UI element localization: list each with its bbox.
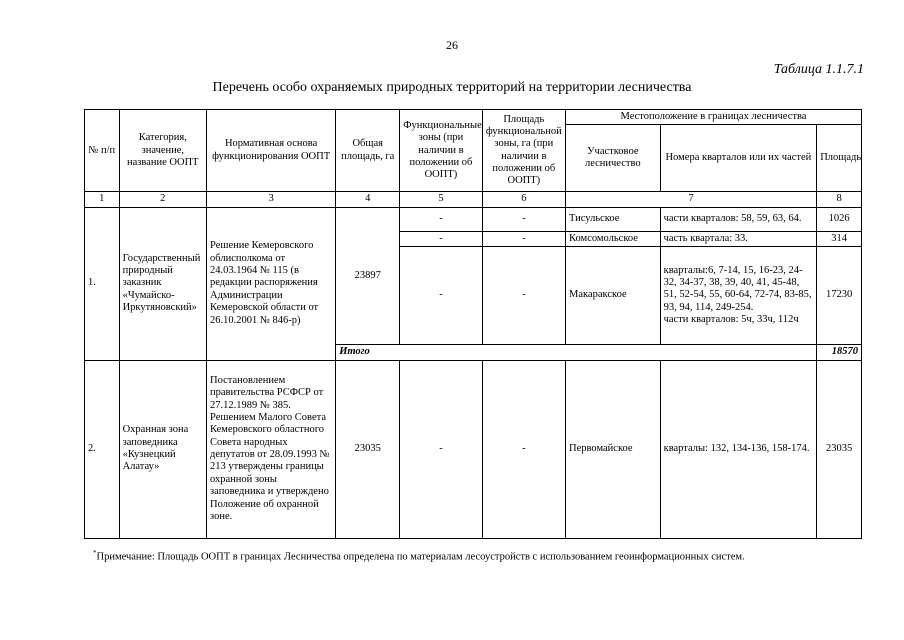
quarters-list: кварталы:6, 7-14, 15, 16-23, 24-32, 34-37, 38, 39, 40, 41, 45-48, 51, 52-54, 55, 60-64, 72-74, 83-85, 93, 94, 114, 249-254. [663,264,812,313]
footnote-mark: * [93,549,97,557]
row-category: Охранная зона заповедника «Кузнецкий Алатау» [119,360,206,538]
header-district: Участковое лесничество [566,125,661,192]
protected-areas-table [84,109,862,539]
row-loc-area: 17230 [817,247,862,345]
row-area: 23035 [336,360,400,538]
total-value: 18570 [817,345,862,360]
row-district: Первомайское [566,360,661,538]
column-number: 7 [566,192,817,207]
header-category: Категория, значение, название ООПТ [119,110,206,192]
row-loc-area: 314 [817,231,862,246]
row-basis: Постановлением правительства РСФСР от 27.12.1989 № 385. Решением Малого Совета Кемеровского областного Совета народных депутатов от 28.09.1993 № 213 утверждены границы охранной зоны заповедника и утверждено Положение об охранной зоне. [207,360,336,538]
row-district: Тисульское [566,207,661,231]
row-func-zones: - [400,360,482,538]
row-func-zones: - [400,207,482,231]
row-func-zones: - [400,247,482,345]
column-number-row [85,192,862,207]
footnote-text: Примечание: Площадь ООПТ в границах Лесничества определена по материалам лесоустройств с использованием геоинформационных систем. [96,551,745,563]
row-quarters: часть квартала: 33. [660,231,817,246]
row-loc-area: 23035 [817,360,862,538]
row-category: Государственный природный заказник «Чумайско-Иркутяновский» [119,207,206,360]
header-func-area: Площадь функциональной зоны, га (при наличии в положении об ООПТ) [482,110,565,192]
row-func-area: - [482,231,565,246]
row-quarters: кварталы: 132, 134-136, 158-174. [660,360,817,538]
header-quarters: Номера кварталов или их частей [660,125,817,192]
footnote [93,549,745,563]
table-row [85,207,862,231]
header-basis: Нормативная основа функционирования ООПТ [207,110,336,192]
quarters-parts: части кварталов: 5ч, 33ч, 112ч [663,314,799,326]
row-num: 1. [85,207,120,360]
header-location: Местоположение в границах лесничества [566,110,862,125]
header-func-zones: Функциональные зоны (при наличии в положении об ООПТ) [400,110,482,192]
total-label: Итого [336,345,817,360]
row-func-zones: - [400,231,482,246]
table-row [85,360,862,538]
table-label: Таблица 1.1.7.1 [773,62,864,77]
column-number: 3 [207,192,336,207]
row-district: Комсомольское [566,231,661,246]
row-func-area: - [482,360,565,538]
row-func-area: - [482,247,565,345]
header-area: Общая площадь, га [336,110,400,192]
document-title: Перечень особо охраняемых природных территорий на территории лесничества [212,80,692,95]
row-num: 2. [85,360,120,538]
header-loc-area: Площадь [817,125,862,192]
row-basis: Решение Кемеровского облисполкома от 24.03.1964 № 115 (в редакции распоряжения Администрации Кемеровской области от 26.10.2001 № 846-р) [207,207,336,360]
row-area: 23897 [336,207,400,344]
row-quarters: части кварталов: 58, 59, 63, 64. [660,207,817,231]
column-number: 5 [400,192,482,207]
row-quarters [660,247,817,345]
row-loc-area: 1026 [817,207,862,231]
row-func-area: - [482,207,565,231]
page-number: 26 [446,38,458,52]
column-number: 4 [336,192,400,207]
column-number: 8 [817,192,862,207]
header-num: № п/п [85,110,120,192]
column-number: 6 [482,192,565,207]
column-number: 2 [119,192,206,207]
row-district: Макаракское [566,247,661,345]
column-number: 1 [85,192,120,207]
